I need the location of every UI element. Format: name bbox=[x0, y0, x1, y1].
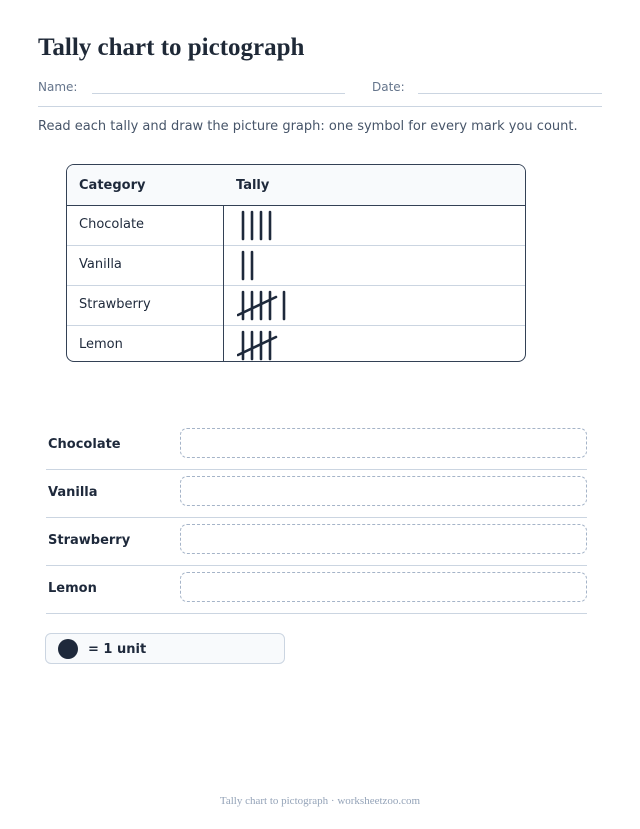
table-row bbox=[67, 245, 525, 286]
pictograph-row-label: Strawberry bbox=[48, 533, 131, 548]
key-text: = 1 unit bbox=[88, 642, 147, 657]
tally-header: Tally bbox=[236, 178, 270, 193]
pictograph-row bbox=[46, 469, 587, 518]
pictograph-row bbox=[46, 421, 587, 470]
tally-table bbox=[66, 164, 526, 362]
table-header-row bbox=[67, 165, 525, 206]
footer: Tally chart to pictograph · worksheetzoo.com bbox=[219, 795, 421, 807]
pictograph-row-label: Lemon bbox=[48, 581, 97, 596]
tally-marks bbox=[237, 248, 357, 282]
table-row-category: Vanilla bbox=[79, 257, 122, 272]
category-header: Category bbox=[79, 178, 146, 193]
pictograph-drawing-box[interactable] bbox=[180, 476, 587, 506]
pictograph-drawing-box[interactable] bbox=[180, 572, 587, 602]
pictograph-row bbox=[46, 517, 587, 566]
header-divider bbox=[38, 106, 602, 107]
date-field[interactable] bbox=[418, 93, 602, 94]
date-label: Date: bbox=[372, 80, 405, 94]
page-title: Tally chart to pictograph bbox=[38, 34, 305, 61]
table-row bbox=[67, 325, 525, 362]
pictograph-drawing-box[interactable] bbox=[180, 428, 587, 458]
name-field[interactable] bbox=[92, 93, 345, 94]
table-row-category: Chocolate bbox=[79, 217, 145, 232]
column-divider bbox=[223, 205, 224, 361]
tally-marks bbox=[237, 288, 357, 322]
name-label: Name: bbox=[38, 80, 78, 94]
table-row bbox=[67, 285, 525, 326]
tally-marks bbox=[237, 208, 357, 242]
pictograph-drawing-box[interactable] bbox=[180, 524, 587, 554]
filled-circle-icon bbox=[58, 639, 78, 659]
pictograph-row-label: Chocolate bbox=[48, 437, 121, 452]
pictograph-key bbox=[45, 633, 285, 664]
tally-marks bbox=[237, 328, 357, 362]
table-row-category: Lemon bbox=[79, 337, 123, 352]
table-row bbox=[67, 205, 525, 246]
pictograph-row bbox=[46, 565, 587, 614]
table-row-category: Strawberry bbox=[79, 297, 151, 312]
instructions: Read each tally and draw the picture graph: one symbol for every mark you count. bbox=[38, 119, 578, 134]
pictograph-row-label: Vanilla bbox=[48, 485, 98, 500]
